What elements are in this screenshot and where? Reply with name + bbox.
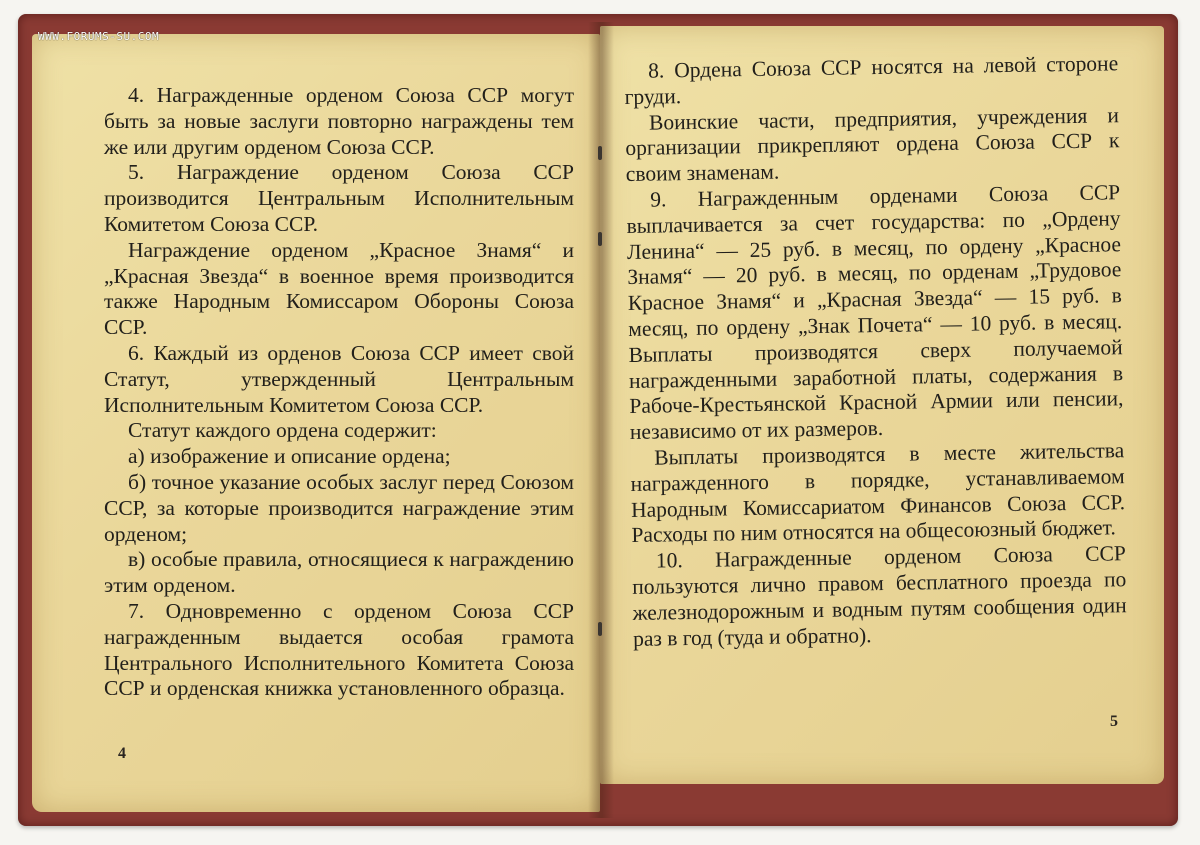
watermark: WWW.FORUMS-SU.COM: [38, 30, 160, 43]
paragraph-5-continued: Награждение орденом „Красное Знамя“ и „Красная Звезда“ в военное время производится также Народным Комиссаром Обороны Союза ССР.: [104, 237, 574, 340]
paragraph-6: 6. Каждый из орденов Союза ССР имеет свой Статут, утвержденный Центральным Исполнительным Комитетом Союза ССР.: [104, 340, 574, 417]
left-page-text: [104, 83, 574, 702]
paragraph-8: 8. Ордена Союза ССР носятся на левой стороне груди.: [624, 51, 1119, 109]
paragraph-7: 7. Одновременно с орденом Союза ССР награжденным выдается особая грамота Центрального Исполнительного Комитета Союза ССР и орденская книжка установленного образца.: [104, 598, 574, 701]
statute-item-a: а) изображение и описание ордена;: [128, 444, 451, 469]
binding-staple-top: [598, 146, 602, 160]
paragraph-6-statute: Статут каждого ордена содержит:: [128, 418, 437, 443]
page-number-left: 4: [118, 745, 126, 762]
paragraph-10: 10. Награжденные орденом Союза ССР пользуются лично правом бесплатного проезда по железнодорожным и водным путям сообщения один раз в год (туда и обратно).: [632, 541, 1127, 651]
paragraph-5: 5. Награждение орденом Союза ССР производится Центральным Исполнительным Комитетом Союза ССР.: [104, 160, 574, 236]
paragraph-4: 4. Награжденные орденом Союза ССР могут быть за новые заслуги повторно награждены тем же или другим орденом Союза ССР.: [104, 83, 574, 159]
paragraph-8-continued: Воинские части, предприятия, учреждения и организации прикрепляют ордена Союза ССР к своим знаменам.: [625, 102, 1120, 187]
statute-item-c: в) особые правила, относящиеся к награждению этим орденом.: [104, 547, 574, 598]
right-page-text: [624, 51, 1127, 652]
paragraph-9: 9. Награжденным орденами Союза ССР выплачивается за счет государства: по „Ордену Ленина“ — 25 руб. в месяц, по ордену „Красное Знамя“ — 20 руб. в месяц, по орденам „Трудовое Красное Знамя“ и „Красная Звезда“ — 15 руб. в месяц, по ордену „Знак Почета“ — 10 руб. в месяц. Выплаты производятся сверх получаемой награжденными заработной платы, содержания в Рабоче-Крестьянской Красной Армии или пенсии, независимо от их размеров.: [626, 180, 1124, 445]
binding-staple-upper: [598, 232, 602, 246]
page-number-right: 5: [1110, 713, 1118, 730]
paragraph-9-continued: Выплаты производятся в месте жительства награжденного в порядке, устанавливаемом Народным Комиссариатом Финансов Союза ССР. Расходы по ним относятся на общесоюзный бюджет.: [630, 438, 1126, 548]
binding-staple-lower: [598, 622, 602, 636]
statute-item-b: б) точное указание особых заслуг перед Союзом ССР, за которые производится награждение этим орденом;: [104, 469, 574, 546]
